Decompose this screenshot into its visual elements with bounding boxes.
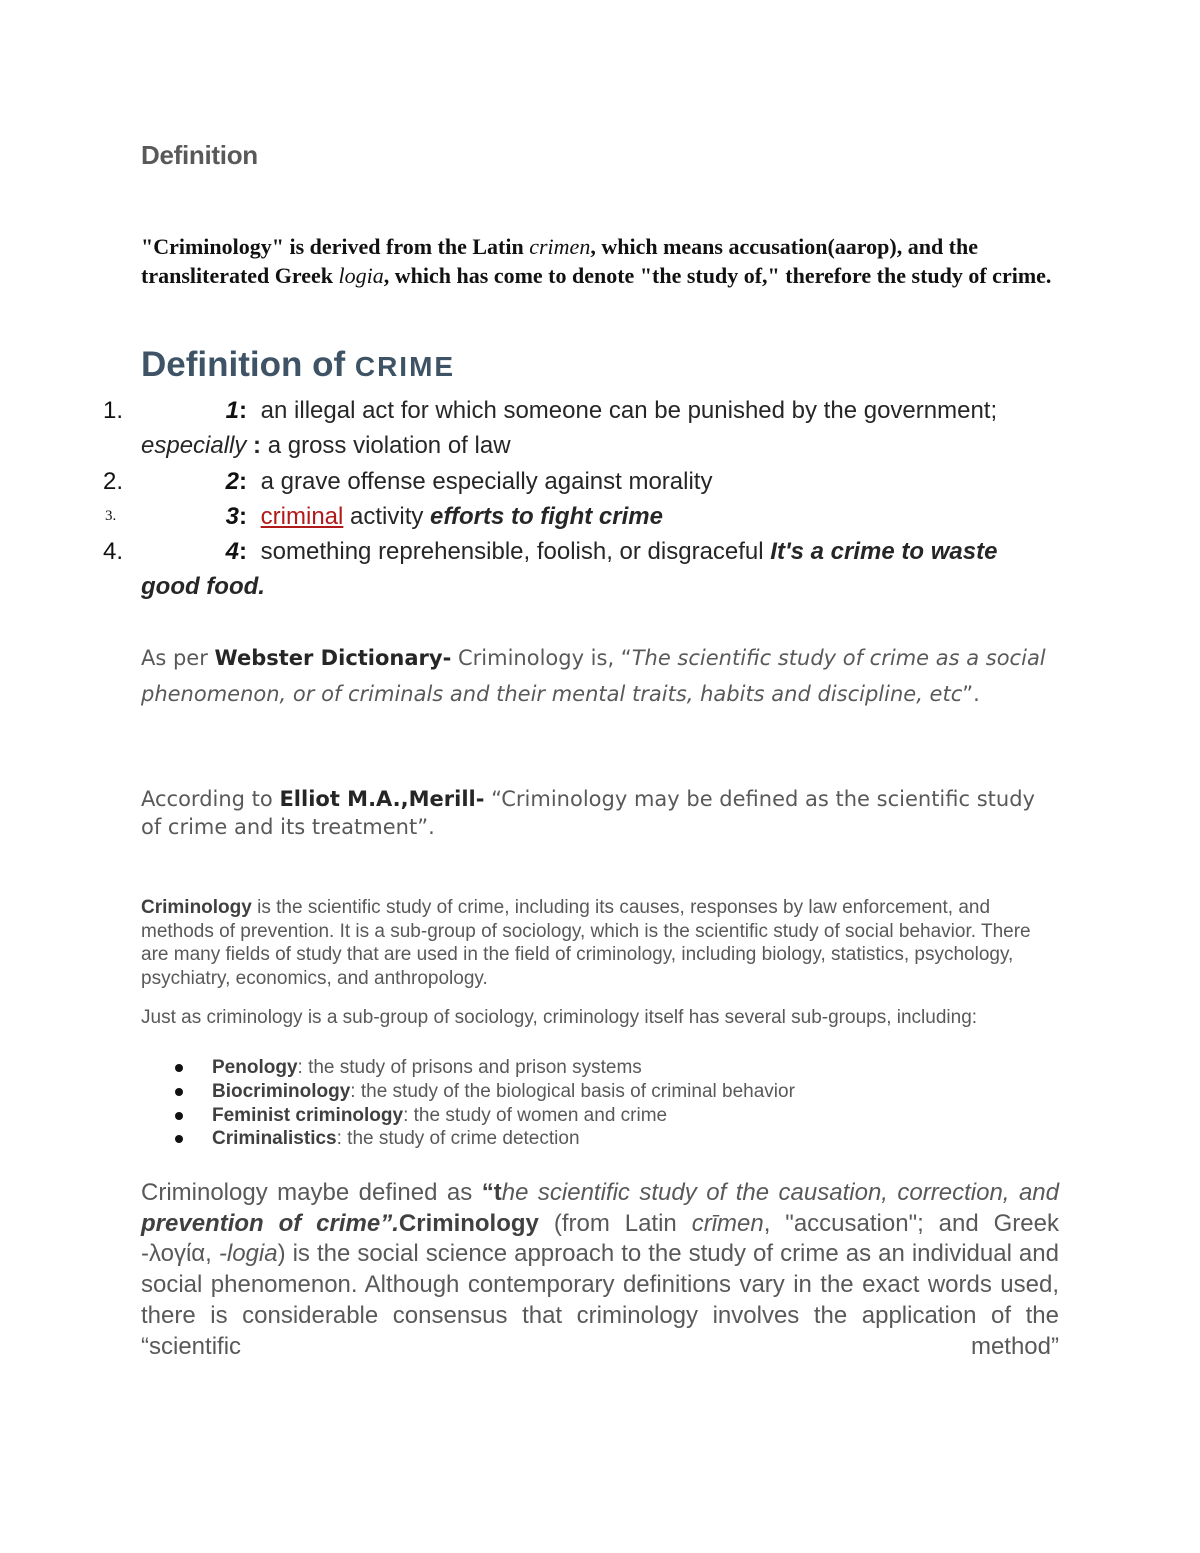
list-number: 2. — [103, 467, 124, 495]
criminal-link[interactable]: criminal — [260, 502, 344, 530]
criminology-paragraph: Criminology is the scientific study of crime, including its causes, responses by law enforcement, and methods of prevention. It is a sub-group of sociology, which is the scientific study of social behavior. There are many fields of study that are used in the field of criminology, including biology, statistics, psychology, psychiatry, economics, and anthropology. — [141, 897, 1031, 989]
webster-definition-paragraph: As per Webster Dictionary- Criminology is, “The scientific study of crime as a social phenomenon, or of criminals and their mental traits, habits and discipline, etc”. — [141, 646, 1046, 706]
definition-heading: Definition — [141, 140, 258, 170]
list-number: 3. — [105, 507, 117, 524]
list-item: Criminalistics: the study of crime detection — [141, 1127, 1059, 1151]
bullet-icon — [175, 1064, 183, 1072]
list-item: 2. 2: a grave offense especially against morality — [141, 464, 1059, 499]
subgroups-list — [141, 1056, 1059, 1151]
elliot-definition-paragraph: According to Elliot M.A.,Merill- “Criminology may be defined as the scientific study of crime and its treatment”. — [141, 787, 1035, 839]
usage-example: efforts to fight crime — [430, 502, 663, 530]
list-number: 1. — [103, 397, 124, 424]
bullet-icon — [175, 1112, 183, 1120]
list-number: 4. — [103, 538, 124, 566]
list-item: Penology: the study of prisons and prison systems — [141, 1056, 1059, 1080]
bullet-icon — [175, 1135, 183, 1143]
crime-senses-list — [103, 393, 1059, 605]
bullet-icon — [175, 1088, 183, 1096]
criminology-definition-paragraph: Criminology maybe defined as “the scientific study of the causation, correction, and prevention of crime”.Criminology (from Latin crīmen, "accusation"; and Greek -λογία, -logia) is the social science approach to the study of crime as an individual and social phenomenon. Although contemporary definitions vary in the exact words used, there is considerable consensus that criminology involves the application of the “scientific method” — [141, 1179, 1059, 1360]
list-item: 4. 4: something reprehensible, foolish, or disgraceful It's a crime to waste good food. — [141, 534, 1059, 605]
list-item: Biocriminology: the study of the biological basis of criminal behavior — [141, 1080, 1059, 1104]
usage-example: It's a crime to waste good food. — [141, 538, 998, 601]
crime-definition-heading: Definition of CRIME — [141, 345, 456, 384]
subgroups-intro: Just as criminology is a sub-group of sociology, criminology itself has several sub-groups, including: — [141, 1007, 978, 1028]
list-item: Feminist criminology: the study of women and crime — [141, 1104, 1059, 1128]
list-item: 1. 1: an illegal act for which someone can be punished by the government; especially : a gross violation of law — [141, 393, 1059, 464]
list-item: 3. 3: criminal activity efforts to fight crime — [141, 499, 1059, 534]
etymology-paragraph: "Criminology" is derived from the Latin crimen, which means accusation(aarop), and the transliterated Greek logia, which has come to denote "the study of," therefore the study of crime. — [141, 234, 1052, 288]
